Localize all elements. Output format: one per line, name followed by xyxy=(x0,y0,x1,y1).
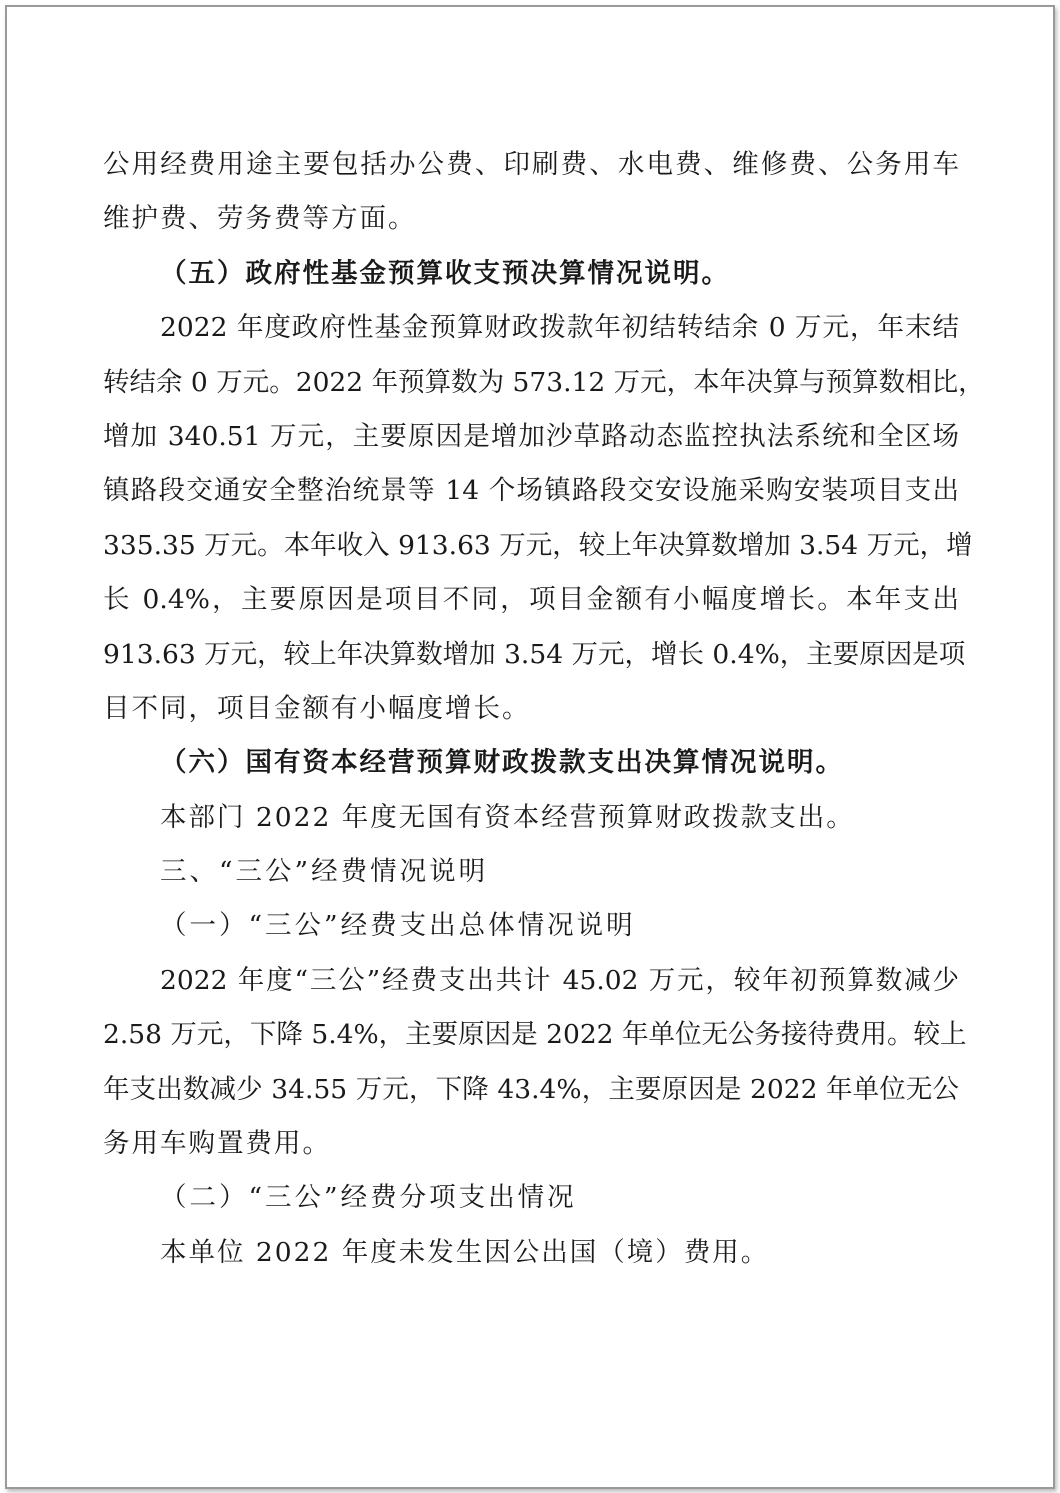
paragraph-line: 913.63 万元，较上年决算数增加 3.54 万元，增长 0.4%，主要原因是项 xyxy=(103,638,966,670)
paragraph-line: 2.58 万元，下降 5.4%，主要原因是 2022 年单位无公务接待费用。较上 xyxy=(103,1019,967,1051)
section-heading: （六）国有资本经营预算财政拨款支出决算情况说明。 xyxy=(160,747,844,779)
paragraph-line: 长 0.4%，主要原因是项目不同，项目金额有小幅度增长。本年支出 xyxy=(103,584,959,616)
section-heading: （一）“三公”经费支出总体情况说明 xyxy=(160,910,636,942)
paragraph-line: 转结余 0 万元。2022 年预算数为 573.12 万元，本年决算与预算数相比， xyxy=(103,366,985,398)
paragraph-line: 335.35 万元。本年收入 913.63 万元，较上年决算数增加 3.54 万元，增 xyxy=(103,529,973,561)
document-body xyxy=(103,138,985,1280)
paragraph-line: 2022 年度政府性基金预算财政拨款年初结转结余 0 万元，年末结 xyxy=(160,312,959,344)
paragraph-line: 公用经费用途主要包括办公费、印刷费、水电费、维修费、公务用车 xyxy=(103,149,959,180)
paragraph-line: 目不同，项目金额有小幅度增长。 xyxy=(103,692,531,724)
paragraph-line: 务用车购置费用。 xyxy=(103,1128,331,1160)
section-heading: （二）“三公”经费分项支出情况 xyxy=(160,1182,577,1214)
paragraph-line: 维护费、劳务费等方面。 xyxy=(103,203,417,235)
paragraph-line: 增加 340.51 万元，主要原因是增加沙草路动态监控执法系统和全区场 xyxy=(103,420,959,452)
chapter-heading: 三、“三公”经费情况说明 xyxy=(160,856,489,888)
paragraph-line: 镇路段交通安全整治统景等 14 个场镇路段交安设施采购安装项目支出 xyxy=(103,475,959,507)
paragraph-line: 年支出数减少 34.55 万元，下降 43.4%，主要原因是 2022 年单位无公 xyxy=(103,1073,959,1105)
paragraph-line: 2022 年度“三公”经费支出共计 45.02 万元，较年初预算数减少 xyxy=(160,964,959,996)
paragraph-line: 本部门 2022 年度无国有资本经营预算财政拨款支出。 xyxy=(160,801,855,833)
paragraph-line: 本单位 2022 年度未发生因公出国（境）费用。 xyxy=(160,1236,770,1268)
section-heading: （五）政府性基金预算收支预决算情况说明。 xyxy=(160,257,730,289)
